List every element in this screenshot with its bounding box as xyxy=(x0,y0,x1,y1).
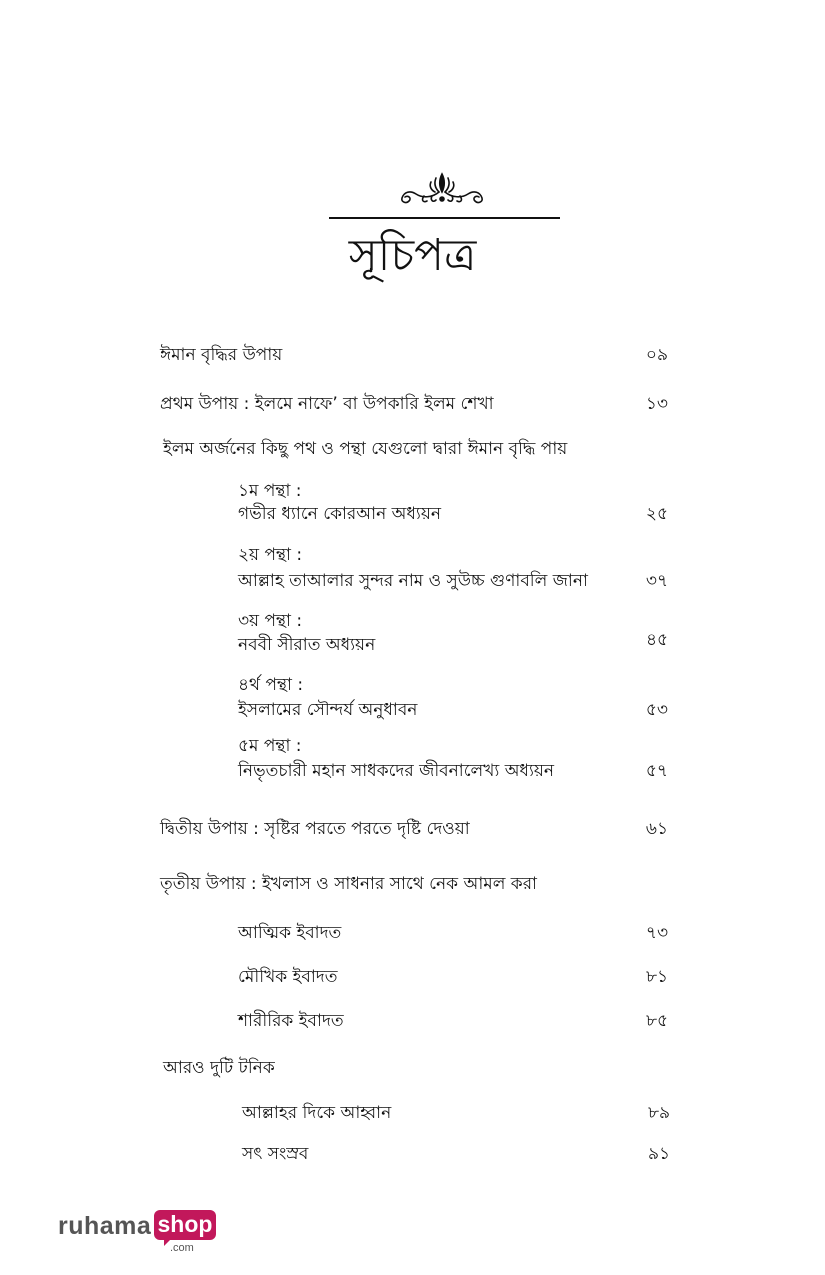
toc-entry xyxy=(160,817,470,841)
toc-page-number: ৪৫ xyxy=(645,630,668,650)
toc-entry-label: শারীরিক ইবাদত xyxy=(238,1011,344,1031)
toc-page-number: ২৫ xyxy=(645,504,668,524)
flourish-ornament-icon xyxy=(392,168,492,208)
title-divider xyxy=(329,217,560,219)
logo-badge xyxy=(154,1210,216,1240)
toc-subentry-heading: ১ম পন্থা : xyxy=(238,481,302,501)
toc-subentry xyxy=(238,921,341,945)
toc-page-number: ৫৩ xyxy=(645,700,668,720)
toc-page-number: ৯১ xyxy=(647,1144,670,1164)
toc-section-heading xyxy=(163,1056,275,1080)
toc-page-number: ৭৩ xyxy=(645,923,668,943)
toc-entry-label: গভীর ধ্যানে কোরআন অধ্যয়ন xyxy=(238,504,441,524)
toc-page-number: ০৯ xyxy=(645,345,668,365)
toc-page-number: ৮১ xyxy=(645,967,668,987)
toc-page-number: ৮৫ xyxy=(645,1011,668,1031)
toc-entry xyxy=(160,392,494,416)
toc-page-number: ৩৭ xyxy=(645,571,668,591)
toc-entry-label: ঈমান বৃদ্ধির উপায় xyxy=(160,345,283,365)
toc-entry-label: নিভৃতচারী মহান সাধকদের জীবনালেখ্য অধ্যয়ন xyxy=(238,761,555,781)
toc-subentry-heading: ৪র্থ পন্থা : xyxy=(238,675,304,695)
toc-subentry xyxy=(238,569,588,593)
toc-entry-label: আল্লাহর দিকে আহ্বান xyxy=(242,1103,392,1123)
toc-subentry-heading: ৫ম পন্থা : xyxy=(238,736,302,756)
toc-subentry xyxy=(238,1009,344,1033)
ruhamashop-logo xyxy=(58,1210,228,1260)
toc-entry xyxy=(160,343,282,367)
toc-page-number: ৫৭ xyxy=(645,761,668,781)
toc-subentry xyxy=(238,502,441,526)
toc-entry-label: প্রথম উপায় : ইলমে নাফে’ বা উপকারি ইলম শেখা xyxy=(160,394,494,414)
toc-subentry xyxy=(238,965,337,989)
toc-subentry-heading: ৩য় পন্থা : xyxy=(238,611,303,631)
toc-page-number: ৬১ xyxy=(645,819,668,839)
toc-entry-label: দ্বিতীয় উপায় : সৃষ্টির পরতে পরতে দৃষ্টি দেওয়া xyxy=(160,819,470,839)
toc-entry-label: আরও দুটি টনিক xyxy=(163,1058,275,1078)
toc-subentry xyxy=(242,1142,308,1166)
toc-subentry xyxy=(238,698,417,722)
toc-section-heading xyxy=(160,872,537,896)
toc-entry-label: ইলম অর্জনের কিছু পথ ও পন্থা যেগুলো দ্বারা ঈমান বৃদ্ধি পায় xyxy=(163,439,568,459)
toc-entry-label: মৌখিক ইবাদত xyxy=(238,967,338,987)
toc-entry-label: তৃতীয় উপায় : ইখলাস ও সাধনার সাথে নেক আমল করা xyxy=(160,874,537,894)
logo-badge-text: shop xyxy=(157,1211,213,1237)
toc-entry-label: নববী সীরাত অধ্যয়ন xyxy=(238,635,376,655)
toc-subentry xyxy=(238,759,554,783)
logo-wordmark: ruhama xyxy=(58,1212,152,1240)
toc-subentry-heading: ২য় পন্থা : xyxy=(238,545,303,565)
toc-page-number: ৮৯ xyxy=(647,1103,670,1123)
toc-entry-label: ইসলামের সৌন্দর্য অনুধাবন xyxy=(238,700,418,720)
toc-page-number: ১৩ xyxy=(645,394,668,414)
toc-section-heading xyxy=(163,437,567,461)
toc-entry-label: সৎ সংস্রব xyxy=(242,1144,309,1164)
toc-entry-label: আত্মিক ইবাদত xyxy=(238,923,342,943)
logo-domain: .com xyxy=(170,1242,194,1254)
toc-entry-label: আল্লাহ তাআলার সুন্দর নাম ও সুউচ্চ গুণাবলি জানা xyxy=(238,571,588,591)
page-title: সূচিপত্র xyxy=(348,230,477,281)
toc-subentry xyxy=(238,633,375,657)
toc-subentry xyxy=(242,1101,391,1125)
